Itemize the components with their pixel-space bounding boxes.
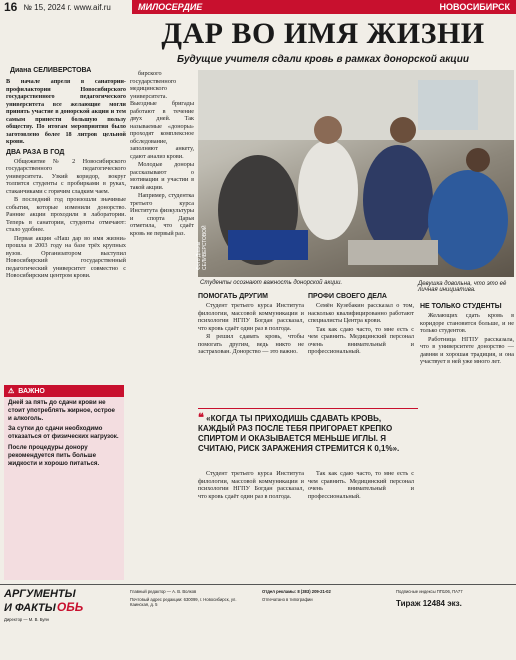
region-label: НОВОСИБИРСК — [439, 2, 510, 12]
page-number: 16 — [4, 0, 18, 14]
paragraph: Желающих сдать кровь в коридоре становится больше, и не только студентов. — [420, 312, 514, 334]
footer-printed: Отпечатано в типографии — [262, 597, 313, 602]
author-name: Диана СЕЛИВЕРСТОВА — [10, 67, 92, 74]
subheading-3: ПРОФИ СВОЕГО ДЕЛА — [308, 293, 387, 300]
important-item: Дней за пять до сдачи крови не стоит употреблять жирное, острое и алкоголь. — [8, 399, 115, 422]
issue-info: № 15, 2024 г. www.aif.ru — [23, 2, 111, 12]
column-7 — [308, 470, 414, 580]
subheading-1: ДВА РАЗА В ГОД — [6, 148, 65, 156]
page-header — [0, 0, 516, 14]
important-item: За сутки до сдачи необходимо отказаться от физических нагрузок. — [8, 425, 119, 441]
important-item: После процедуры донору рекомендуется пить больше жидкости и хорошо питаться. — [8, 443, 100, 467]
photo-illustration — [198, 70, 514, 277]
section-label: МИЛОСЕРДИЕ — [138, 2, 203, 12]
quote-icon: ❝ — [198, 412, 204, 424]
column-2 — [130, 70, 194, 580]
paragraph: Молодые доноры рассказывают о мотивации и участии в такой акции. — [130, 161, 194, 191]
page-footer — [0, 584, 516, 660]
photo-credit: Фото Дианы СЕЛИВЕРСТОВОЙ — [196, 225, 208, 270]
column-6 — [198, 470, 304, 580]
paragraph: Первая акция «Наш дар во имя жизни» прошла в 2003 году на базе трёх крупных вузов. Организатором выступил Новосибирский государственный педагогический университет совместно с Новосибирским центром крови. — [6, 234, 126, 279]
paragraph: Так как сдаю часто, то мне есть с чем сравнить. Медицинский персонал очень внимательный и профессиональный. — [308, 325, 414, 355]
paragraph: Так как сдаю часто, то мне есть с чем сравнить. Медицинский персонал очень внимательный и профессиональный. — [308, 470, 414, 500]
paragraph: Например, студентка третьего курса Института физкультуры и спорта Дарья отметила, что сдаёт кровь не первый раз. — [130, 192, 194, 237]
paragraph: Семён Кузебакин рассказал о том, насколько квалифицированно работают специалисты Центра крови. — [308, 302, 414, 324]
logo-bottom: И ФАКТЫ — [4, 602, 56, 614]
paragraph: В последний год произошли значимые события, которые изменили донорство. Ранние акции проходили в лаборатории. Теперь в санатории, студенты отмечают: стало удобнее. — [6, 196, 126, 233]
column-5 — [420, 300, 514, 580]
column-4 — [308, 290, 414, 404]
paragraph: Общежитие № 2 Новосибирского государственного педагогического университета. Узкий коридор, вокруг толпятся студенты с пробирками в руках, стаканчиками с горячим сладким чаем. — [6, 157, 126, 195]
paragraph: Я решил сдавать кровь, чтобы помогать другим, ведь никто не застрахован. Донорство — это важно. — [198, 333, 304, 355]
footer-circulation: Тираж 12484 экз. — [396, 599, 462, 608]
subheading-2: ПОМОГАТЬ ДРУГИМ — [198, 293, 268, 300]
article-subtitle: Будущие учителя сдали кровь в рамках донорской акции — [177, 54, 469, 65]
article-photo — [198, 70, 514, 277]
quote-text: «КОГДА ТЫ ПРИХОДИШЬ СДАВАТЬ КРОВЬ, КАЖДЫЙ РАЗ ПОСЛЕ ТЕБЯ ПРИГОРАЕТ КРЕПКО СПИРТОМ И ОКАЗЫВАЕТСЯ МЕНЬШЕ ИГЛЫ. Я СЧИТАЮ, РИСК ЗАРАЖЕНИЯ СТРЕМИТСЯ К 0,1%». — [198, 414, 400, 453]
paragraph: Студент третьего курса Института филологии, массовой коммуникации и психологии НГПУ Богдан рассказал, что кровь сдаёт один раз в полгода. — [198, 470, 304, 500]
important-box — [4, 385, 124, 580]
pull-quote — [198, 408, 418, 469]
footer-chief: Главный редактор — А. В. Волков — [130, 589, 197, 594]
subheading-4: НЕ ТОЛЬКО СТУДЕНТЫ — [420, 303, 502, 310]
photo-caption-2: Девушка довольна, что это её личная инициатива. — [418, 281, 507, 293]
important-body — [4, 397, 124, 472]
column-3 — [198, 290, 304, 404]
important-header — [4, 385, 124, 397]
logo-region: ОБЬ — [56, 600, 84, 614]
paragraph: бирского государственного медицинского университета. Выездные бригады работают в течение двух дней. Так называемые «доноры» проходят комплексное обследование, заполняют анкету, сдают анализ крови. — [130, 70, 194, 160]
column-1 — [6, 78, 126, 383]
section-band — [132, 0, 516, 14]
important-label: ВАЖНО — [18, 387, 45, 395]
paragraph: Студент третьего курса Института филологии, массовой коммуникации и психологии НГПУ Богдан рассказал, что кровь сдаёт один раз в полгода. — [198, 302, 304, 332]
paragraph: Работница НГПУ рассказала, что в университете донорство — давняя и хорошая традиция, и она участвует в ней уже много лет. — [420, 335, 514, 365]
footer-subscription: Подписные индексы ПП106, ПА77 — [396, 589, 463, 594]
logo-top: АРГУМЕНТЫ — [4, 588, 76, 600]
photo-caption: Студенты осознают важность донорской акции. — [200, 280, 343, 286]
footer-ads: Отдел рекламы: 8 (383) 209-21-02 — [262, 589, 331, 594]
article-title: ДАР ВО ИМЯ ЖИЗНИ — [161, 17, 485, 50]
footer-editor: Директор — М. В. Буян — [4, 617, 49, 622]
footer-address: Почтовый адрес редакции: 630099, г. Новосибирск, ул. Каинская, д. 5 — [130, 597, 237, 607]
warning-icon: ⚠ — [8, 388, 15, 395]
publisher-logo — [4, 588, 114, 612]
lead-paragraph: В начале апреля в санатории-профилактории Новосибирского государственного педагогического университета все желающие могли принять участие в донорской акции и тем самым принести большую пользу обществу. По итогам мероприятия было заготовлено более 18 литров цельной крови. — [6, 78, 126, 145]
